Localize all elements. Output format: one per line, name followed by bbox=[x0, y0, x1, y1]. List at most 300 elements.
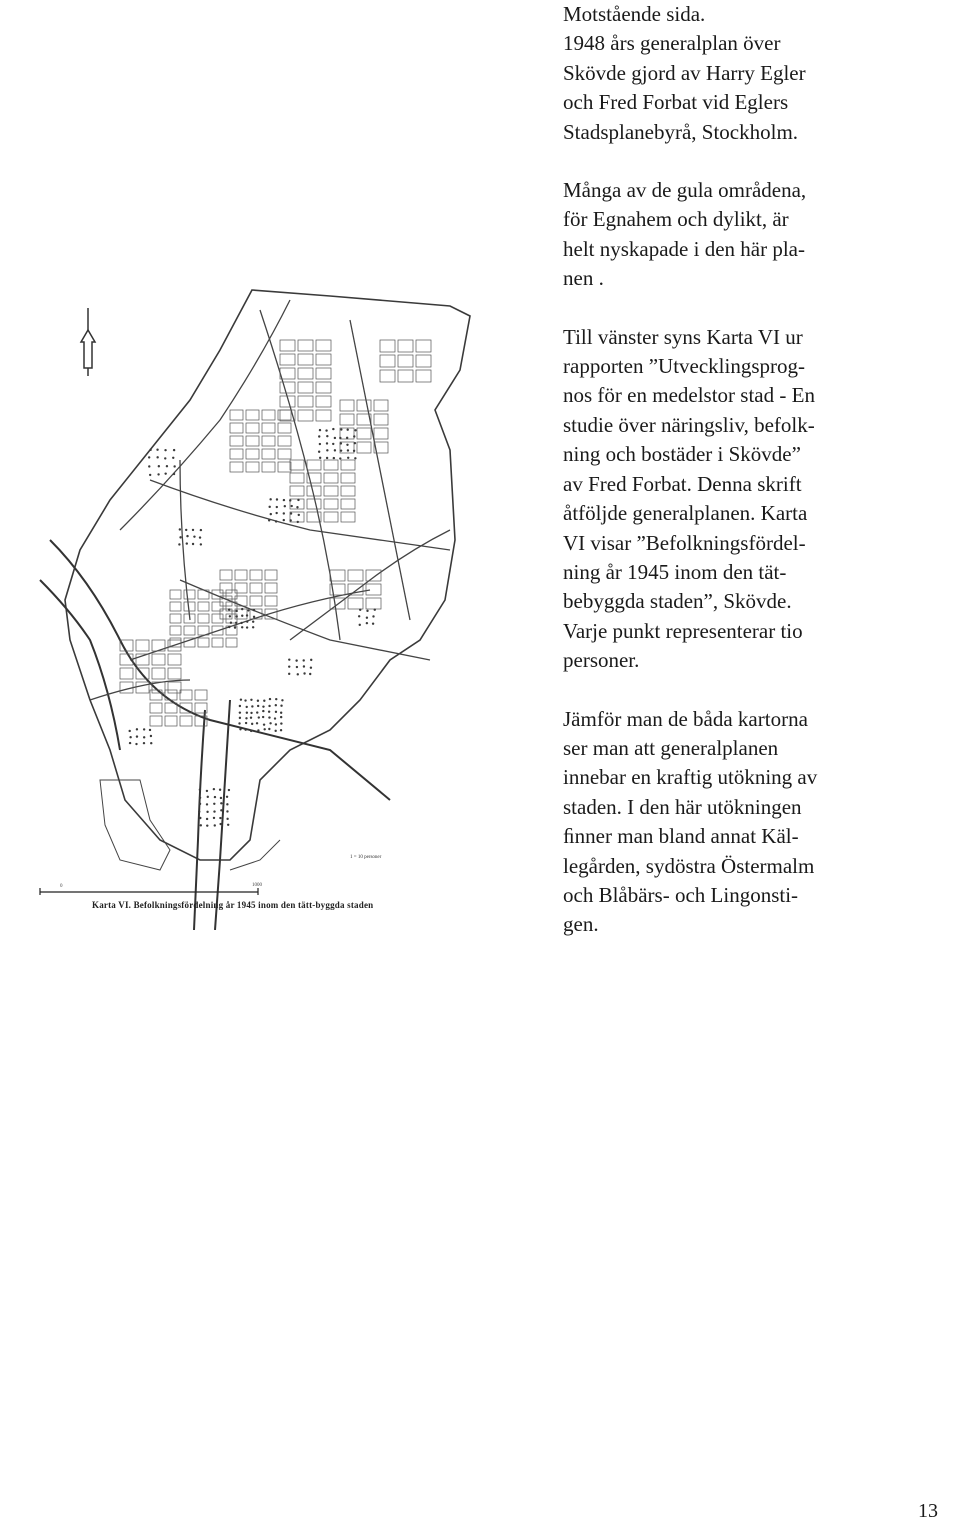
street-block bbox=[198, 638, 209, 647]
street-block bbox=[380, 370, 395, 382]
population-dot bbox=[143, 728, 145, 730]
text-line: 1948 års generalplan över bbox=[563, 31, 781, 56]
street-block bbox=[341, 473, 355, 483]
population-dot bbox=[340, 428, 342, 430]
population-dot bbox=[173, 465, 175, 467]
paragraph bbox=[563, 705, 883, 940]
population-dot bbox=[226, 818, 228, 820]
text-line: Många av de gula områdena, bbox=[563, 178, 807, 203]
population-dot bbox=[276, 498, 278, 500]
population-dot bbox=[185, 529, 187, 531]
text-line: Jämför man de båda kartorna bbox=[563, 706, 808, 731]
population-dot bbox=[246, 620, 248, 622]
street-block bbox=[324, 460, 338, 470]
population-dot bbox=[354, 429, 356, 431]
paragraph-gap bbox=[563, 147, 883, 176]
population-dot bbox=[257, 729, 259, 731]
street-block bbox=[280, 340, 295, 351]
street-block bbox=[298, 368, 313, 379]
street-block bbox=[316, 340, 331, 351]
population-dot bbox=[325, 429, 327, 431]
population-dot bbox=[207, 796, 209, 798]
population-dot bbox=[192, 529, 194, 531]
street-block bbox=[230, 449, 243, 459]
street-block bbox=[262, 436, 275, 446]
population-dot bbox=[246, 706, 248, 708]
population-dot bbox=[129, 736, 131, 738]
population-dot bbox=[219, 789, 221, 791]
population-dot bbox=[219, 823, 221, 825]
population-dot bbox=[178, 543, 180, 545]
street-block bbox=[226, 614, 237, 623]
text-line: rapporten ”Utvecklingsprog- bbox=[563, 354, 806, 379]
paragraph bbox=[563, 0, 883, 147]
population-dot bbox=[235, 615, 237, 617]
population-dot bbox=[244, 699, 246, 701]
population-dot bbox=[326, 457, 328, 459]
population-dot bbox=[213, 810, 215, 812]
population-dot bbox=[366, 610, 368, 612]
population-dot bbox=[214, 824, 216, 826]
population-dot bbox=[297, 499, 299, 501]
population-dot bbox=[263, 723, 265, 725]
population-dot bbox=[136, 735, 138, 737]
street-block bbox=[298, 354, 313, 365]
street-block bbox=[265, 583, 277, 593]
population-dot bbox=[199, 536, 201, 538]
population-dot bbox=[346, 444, 348, 446]
street-block bbox=[280, 354, 295, 365]
population-dot bbox=[296, 506, 298, 508]
population-dot bbox=[206, 803, 208, 805]
street-block bbox=[235, 570, 247, 580]
population-dot bbox=[245, 722, 247, 724]
population-dot bbox=[332, 443, 334, 445]
population-dot bbox=[339, 437, 341, 439]
map-drawing bbox=[30, 280, 530, 930]
population-dot bbox=[228, 789, 230, 791]
population-dot bbox=[252, 621, 254, 623]
street-block bbox=[168, 682, 181, 693]
text-line: Varje punkt representerar tio bbox=[563, 618, 803, 643]
street-block bbox=[341, 486, 355, 496]
population-dot bbox=[213, 788, 215, 790]
map-caption: Karta VI. Befolkningsfördelning år 1945 inom den tätt-byggda staden bbox=[92, 900, 374, 910]
street-block bbox=[316, 368, 331, 379]
street-block bbox=[246, 449, 259, 459]
population-dot bbox=[262, 710, 264, 712]
street-block bbox=[290, 460, 304, 470]
population-dot bbox=[297, 521, 299, 523]
population-dot bbox=[226, 810, 228, 812]
text-line: studie över näringsliv, befolk- bbox=[563, 412, 815, 437]
population-dot bbox=[241, 608, 243, 610]
population-dot bbox=[235, 622, 237, 624]
street-block bbox=[150, 703, 162, 713]
population-dot bbox=[247, 609, 249, 611]
population-dot bbox=[148, 465, 150, 467]
street-block bbox=[316, 354, 331, 365]
population-dot bbox=[128, 730, 130, 732]
population-dot bbox=[280, 712, 282, 714]
text-line: och Blåbärs- och Lingonsti- bbox=[563, 882, 799, 907]
population-dot bbox=[275, 723, 277, 725]
population-dot bbox=[258, 716, 260, 718]
street-block bbox=[165, 716, 177, 726]
text-line: ser man att generalplanen bbox=[563, 735, 779, 760]
street-block bbox=[170, 602, 181, 611]
population-dot bbox=[288, 658, 290, 660]
population-dot bbox=[275, 711, 277, 713]
street-block bbox=[250, 583, 262, 593]
population-dot bbox=[253, 609, 255, 611]
population-dot bbox=[276, 506, 278, 508]
population-dot bbox=[263, 700, 265, 702]
street-block bbox=[246, 436, 259, 446]
population-dot bbox=[156, 449, 158, 451]
street-block bbox=[324, 499, 338, 509]
street-block bbox=[374, 400, 388, 411]
population-dot bbox=[206, 824, 208, 826]
population-dot bbox=[148, 456, 150, 458]
street-block bbox=[278, 436, 291, 446]
text-line: Motstående sida. bbox=[563, 2, 706, 26]
street-block bbox=[348, 598, 363, 609]
population-dot bbox=[250, 730, 252, 732]
street-block bbox=[198, 602, 209, 611]
population-dot bbox=[340, 442, 342, 444]
street-block bbox=[341, 512, 355, 522]
population-dot bbox=[179, 528, 181, 530]
population-dot bbox=[319, 457, 321, 459]
street-block bbox=[357, 442, 371, 453]
population-dot bbox=[158, 465, 160, 467]
population-dot bbox=[347, 457, 349, 459]
street-block bbox=[212, 638, 223, 647]
population-dot bbox=[220, 797, 222, 799]
population-dot bbox=[200, 529, 202, 531]
population-dot bbox=[250, 717, 252, 719]
street-block bbox=[341, 460, 355, 470]
population-dot bbox=[283, 512, 285, 514]
population-dot bbox=[333, 457, 335, 459]
population-dot bbox=[228, 608, 230, 610]
street-block bbox=[324, 512, 338, 522]
street-block bbox=[246, 462, 259, 472]
population-dot bbox=[366, 617, 368, 619]
street-block bbox=[265, 570, 277, 580]
population-dot bbox=[186, 535, 188, 537]
population-dot bbox=[252, 626, 254, 628]
population-dot bbox=[238, 722, 240, 724]
street-block bbox=[298, 396, 313, 407]
street-block bbox=[380, 340, 395, 352]
population-dot bbox=[290, 512, 292, 514]
population-dot bbox=[206, 790, 208, 792]
street-block bbox=[168, 654, 181, 665]
population-dot bbox=[281, 699, 283, 701]
population-dot bbox=[269, 698, 271, 700]
street-block bbox=[212, 614, 223, 623]
population-dot bbox=[164, 449, 166, 451]
street-block bbox=[184, 590, 195, 599]
population-dot bbox=[226, 803, 228, 805]
text-line: VI visar ”Befolkningsfördel- bbox=[563, 530, 806, 555]
population-dot bbox=[358, 615, 360, 617]
street-block bbox=[280, 382, 295, 393]
population-dot bbox=[309, 673, 311, 675]
population-dot bbox=[332, 428, 334, 430]
population-dot bbox=[334, 437, 336, 439]
street-block bbox=[230, 423, 243, 433]
population-dot bbox=[250, 699, 252, 701]
population-dot bbox=[280, 729, 282, 731]
population-dot bbox=[150, 742, 152, 744]
street-block bbox=[180, 716, 192, 726]
text-line: ﬁnner man bland annat Käl- bbox=[563, 824, 799, 849]
population-dot bbox=[295, 659, 297, 661]
street-block bbox=[416, 340, 431, 352]
population-dot bbox=[230, 622, 232, 624]
population-dot bbox=[339, 457, 341, 459]
population-dot bbox=[241, 626, 243, 628]
street-block bbox=[357, 400, 371, 411]
population-dot bbox=[262, 716, 264, 718]
population-dot bbox=[354, 442, 356, 444]
population-dot bbox=[326, 435, 328, 437]
street-block bbox=[278, 423, 291, 433]
population-dot bbox=[284, 505, 286, 507]
page-number: 13 bbox=[918, 1500, 938, 1522]
population-dot bbox=[303, 665, 305, 667]
scale-start-label: 0 bbox=[60, 884, 63, 889]
street-block bbox=[348, 570, 363, 581]
text-line: bebyggda staden”, Skövde. bbox=[563, 589, 792, 614]
street-block bbox=[307, 499, 321, 509]
population-dot bbox=[251, 705, 253, 707]
population-dot bbox=[226, 796, 228, 798]
population-dot bbox=[289, 499, 291, 501]
population-dot bbox=[179, 536, 181, 538]
text-line: ning och bostäder i Skövde” bbox=[563, 442, 801, 467]
population-dot bbox=[256, 711, 258, 713]
population-dot bbox=[318, 435, 320, 437]
street-block bbox=[198, 614, 209, 623]
population-dot bbox=[280, 705, 282, 707]
population-dot bbox=[214, 796, 216, 798]
street-block bbox=[226, 638, 237, 647]
population-dot bbox=[268, 716, 270, 718]
street-block bbox=[340, 414, 354, 425]
street-block bbox=[168, 668, 181, 679]
street-block bbox=[220, 570, 232, 580]
population-dot bbox=[220, 802, 222, 804]
street-block bbox=[416, 370, 431, 382]
population-dot bbox=[263, 728, 265, 730]
population-dot bbox=[366, 622, 368, 624]
population-dot bbox=[136, 728, 138, 730]
text-line: Till vänster syns Karta VI ur bbox=[563, 324, 803, 349]
street-block bbox=[180, 690, 192, 700]
population-dot bbox=[269, 498, 271, 500]
population-dot bbox=[326, 449, 328, 451]
population-dot bbox=[173, 449, 175, 451]
population-dot bbox=[298, 514, 300, 516]
population-dot bbox=[244, 729, 246, 731]
population-dot bbox=[234, 626, 236, 628]
text-line: och Fred Forbat vid Eglers bbox=[563, 90, 789, 115]
street-block bbox=[120, 668, 133, 679]
street-block bbox=[398, 340, 413, 352]
population-dot bbox=[246, 626, 248, 628]
street-block bbox=[357, 428, 371, 439]
population-dot bbox=[268, 519, 270, 521]
population-dot bbox=[246, 614, 248, 616]
street-block bbox=[226, 590, 237, 599]
population-dot bbox=[275, 704, 277, 706]
street-block bbox=[230, 410, 243, 420]
street-block bbox=[262, 462, 275, 472]
street-block bbox=[278, 449, 291, 459]
population-dot bbox=[186, 542, 188, 544]
street-block bbox=[262, 449, 275, 459]
population-dot bbox=[253, 616, 255, 618]
street-block bbox=[366, 584, 381, 595]
population-dot bbox=[220, 809, 222, 811]
population-dot bbox=[172, 457, 174, 459]
street-block bbox=[316, 396, 331, 407]
text-line: åtföljde generalplanen. Karta bbox=[563, 501, 808, 526]
population-dot bbox=[359, 624, 361, 626]
population-dot bbox=[297, 673, 299, 675]
population-dot bbox=[275, 520, 277, 522]
population-dot bbox=[156, 456, 158, 458]
population-dot bbox=[250, 712, 252, 714]
street-block bbox=[316, 410, 331, 421]
city-map-figure bbox=[30, 280, 530, 930]
street-block bbox=[136, 682, 149, 693]
population-dot bbox=[280, 716, 282, 718]
street-block bbox=[184, 626, 195, 635]
population-dot bbox=[241, 615, 243, 617]
paragraph bbox=[563, 176, 883, 294]
population-dot bbox=[262, 705, 264, 707]
text-line: för Egnahem och dylikt, är bbox=[563, 207, 789, 232]
population-dot bbox=[239, 705, 241, 707]
street-block bbox=[340, 400, 354, 411]
population-dot bbox=[166, 465, 168, 467]
population-dot bbox=[319, 429, 321, 431]
population-dot bbox=[318, 451, 320, 453]
population-dot bbox=[257, 705, 259, 707]
street-block bbox=[195, 690, 207, 700]
street-block bbox=[136, 640, 149, 651]
street-block bbox=[374, 414, 388, 425]
population-dot bbox=[289, 519, 291, 521]
street-block bbox=[324, 486, 338, 496]
population-dot bbox=[192, 543, 194, 545]
population-dot bbox=[291, 505, 293, 507]
railway-lines bbox=[40, 540, 390, 930]
text-line: helt nyskapade i den här pla- bbox=[563, 236, 805, 261]
population-dot bbox=[251, 723, 253, 725]
street-block bbox=[316, 382, 331, 393]
population-dot bbox=[213, 817, 215, 819]
street-block bbox=[262, 410, 275, 420]
population-dot bbox=[240, 622, 242, 624]
map-boundary bbox=[65, 290, 470, 860]
population-dot bbox=[173, 473, 175, 475]
street-block bbox=[290, 473, 304, 483]
street-block bbox=[170, 590, 181, 599]
population-dot bbox=[347, 449, 349, 451]
street-block bbox=[341, 499, 355, 509]
population-dot bbox=[268, 711, 270, 713]
population-dot bbox=[257, 700, 259, 702]
population-dot bbox=[340, 449, 342, 451]
text-line: nos för en medelstor stad - En bbox=[563, 383, 815, 408]
text-column bbox=[563, 0, 883, 940]
population-dot bbox=[288, 665, 290, 667]
population-dot bbox=[239, 711, 241, 713]
paragraph-gap bbox=[563, 294, 883, 323]
text-line: personer. bbox=[563, 648, 640, 673]
text-line: Stadsplanebyrå, Stockholm. bbox=[563, 119, 799, 144]
population-dot bbox=[143, 742, 145, 744]
population-dot bbox=[269, 722, 271, 724]
population-dot bbox=[353, 435, 355, 437]
population-dot bbox=[354, 457, 356, 459]
population-dot bbox=[150, 735, 152, 737]
population-dot bbox=[228, 626, 230, 628]
street-block bbox=[262, 423, 275, 433]
population-dot bbox=[270, 513, 272, 515]
population-dot bbox=[296, 666, 298, 668]
street-block bbox=[250, 596, 262, 606]
population-dot bbox=[274, 717, 276, 719]
population-dot bbox=[310, 667, 312, 669]
street-block bbox=[298, 340, 313, 351]
text-line: staden. I den här utökningen bbox=[563, 794, 802, 819]
population-dot bbox=[143, 736, 145, 738]
population-dot bbox=[200, 824, 202, 826]
population-dot bbox=[235, 610, 237, 612]
text-line: gen. bbox=[563, 912, 599, 937]
scale-bar bbox=[40, 888, 258, 895]
street-block bbox=[398, 370, 413, 382]
population-dot bbox=[199, 803, 201, 805]
population-dot bbox=[219, 817, 221, 819]
population-dot bbox=[280, 722, 282, 724]
population-dot bbox=[199, 817, 201, 819]
street-block bbox=[170, 614, 181, 623]
southern-district bbox=[100, 780, 170, 870]
population-dot bbox=[275, 698, 277, 700]
population-dot bbox=[359, 609, 361, 611]
population-dot bbox=[319, 443, 321, 445]
scale-end-label: 1000 bbox=[252, 883, 262, 888]
population-dot bbox=[129, 742, 131, 744]
population-dot bbox=[157, 473, 159, 475]
street-block bbox=[246, 410, 259, 420]
street-block bbox=[380, 355, 395, 367]
population-dot bbox=[199, 797, 201, 799]
population-dot bbox=[198, 811, 200, 813]
population-dot bbox=[149, 729, 151, 731]
text-line: innebar en kraftig utökning av bbox=[563, 765, 818, 790]
population-dot bbox=[268, 705, 270, 707]
population-dot bbox=[135, 743, 137, 745]
